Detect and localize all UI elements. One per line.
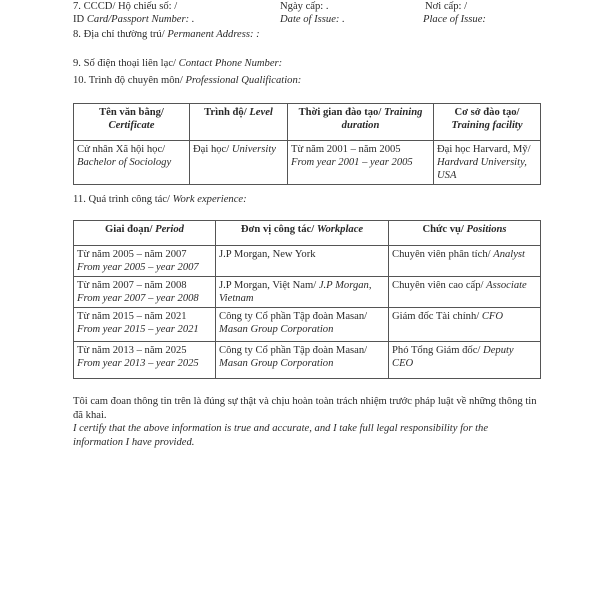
cell-duration: Từ năm 2001 – năm 2005 From year 2001 – year 2005 — [288, 141, 434, 185]
qualification-table — [73, 103, 541, 185]
table-row: Từ năm 2013 – năm 2025 From year 2013 – year 2025 Công ty Cổ phần Tập đoàn Masan/ Masan Group Corporation Phó Tổng Giám đốc/ Deputy CEO — [74, 342, 541, 379]
id-line-vi — [73, 1, 468, 13]
id-line-en: ID Card/Passport Number: . Date of Issue: . Place of Issue: — [73, 14, 486, 25]
qualification-heading: 10. Trình độ chuyên môn/ Professional Qualification: — [73, 75, 302, 86]
table-header-row — [74, 104, 541, 141]
issue-date-label: Ngày cấp: . — [280, 1, 329, 12]
table-row: Từ năm 2007 – năm 2008 From year 2007 – year 2008 J.P Morgan, Việt Nam/ J.P Morgan, Vietnam Chuyên viên cao cấp/ Associate — [74, 277, 541, 308]
header-level: Trình độ/ Level — [190, 104, 288, 141]
contact-phone: 9. Số điện thoại liên lạc/ Contact Phone Number: — [73, 58, 283, 69]
header-certificate: Tên văn bằng/ Certificate — [74, 104, 190, 141]
table-header-row — [74, 221, 541, 246]
work-table — [73, 220, 541, 379]
header-period: Giai đoạn/ Period — [74, 221, 216, 246]
cell-certificate: Cử nhân Xã hội học/ Bachelor of Sociology — [74, 141, 190, 185]
header-positions: Chức vụ/ Positions — [389, 221, 541, 246]
header-facility: Cơ sở đào tạo/ Training facility — [434, 104, 541, 141]
table-row: Từ năm 2015 – năm 2021 From year 2015 – year 2021 Công ty Cổ phần Tập đoàn Masan/ Masan Group Corporation Giám đốc Tài chính/ CFO — [74, 308, 541, 342]
certification-vi: Tôi cam đoan thông tin trên là đúng sự thật và chịu hoàn toàn trách nhiệm trước pháp luật về những thông tin đã khai. — [73, 396, 537, 421]
table-row: Từ năm 2005 – năm 2007 From year 2005 – year 2007 J.P Morgan, New York Chuyên viên phân tích/ Analyst — [74, 246, 541, 277]
header-workplace: Đơn vị công tác/ Workplace — [216, 221, 389, 246]
permanent-address: 8. Địa chỉ thường trú/ Permanent Address: : — [73, 29, 260, 40]
cell-level: Đại học/ University — [190, 141, 288, 185]
work-heading: 11. Quá trình công tác/ Work experience: — [73, 194, 247, 205]
id-number-label: 7. CCCD/ Hộ chiếu số: / — [73, 1, 178, 12]
cell-facility: Đại học Harvard, Mỹ/ Hardvard University, USA — [434, 141, 541, 185]
issue-place-label: Nơi cấp: / — [425, 1, 468, 12]
table-row — [74, 141, 541, 185]
header-duration: Thời gian đào tạo/ Training duration — [288, 104, 434, 141]
certification-en: I certify that the above information is true and accurate, and I take full legal responsibility for the information I have provided. — [73, 423, 489, 448]
